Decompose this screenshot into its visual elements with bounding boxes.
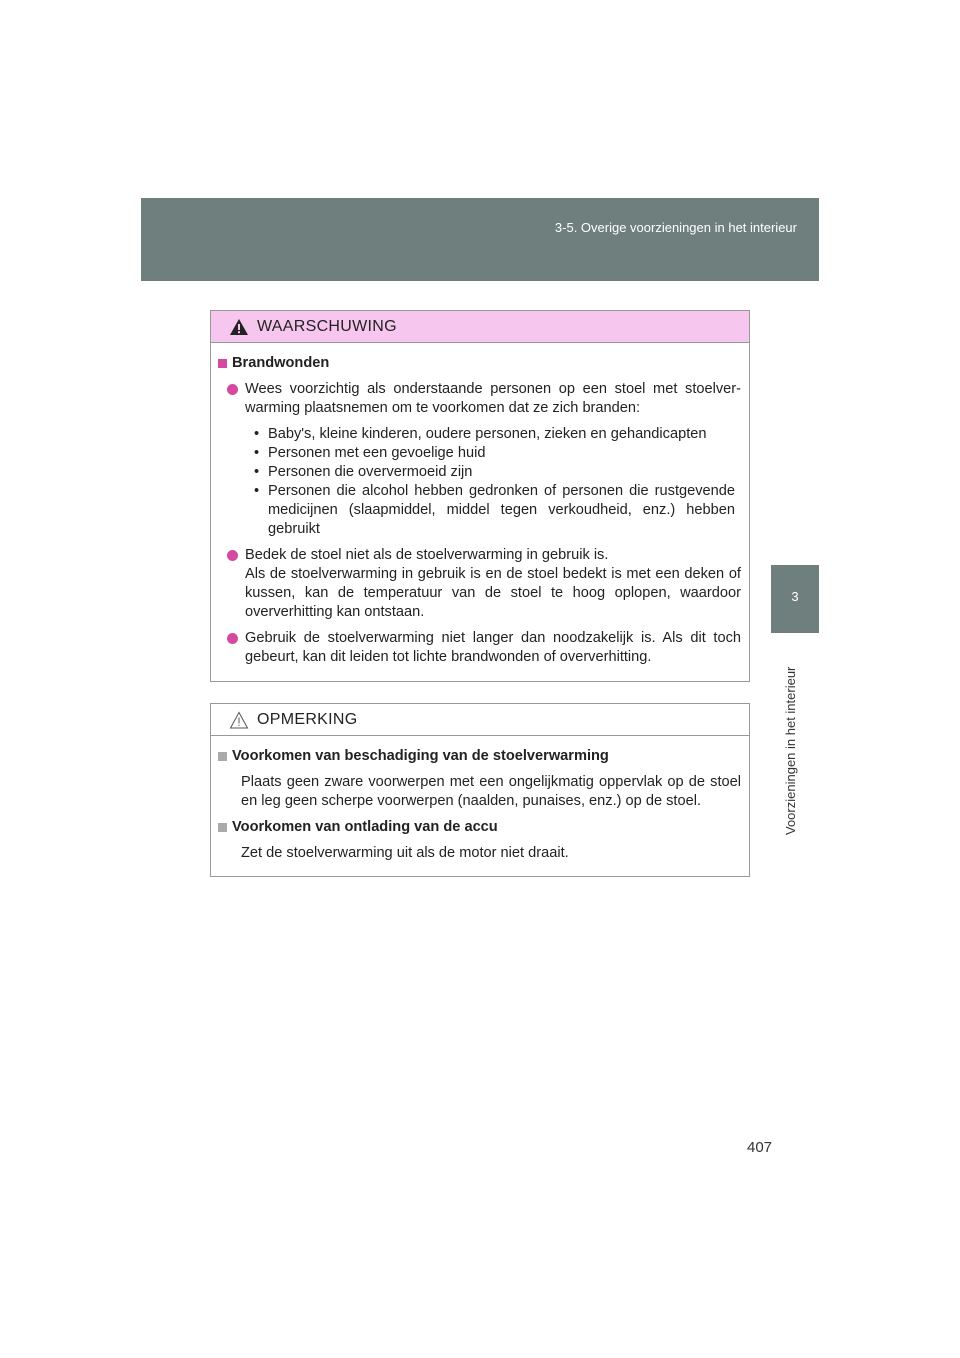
note-header — [211, 704, 749, 736]
section-title: 3-5. Overige voorzieningen in het interieur — [554, 220, 797, 235]
header-bar — [141, 198, 819, 281]
note-text-1: Plaats geen zware voorwerpen met een ongelijkmatig oppervlak op de stoel en leg geen scherpe voorwerpen (naalden, punaises, enz.) op de stoel. — [241, 774, 741, 809]
note-heading-1 — [218, 747, 741, 766]
warning-box — [210, 310, 750, 682]
warning-bullet-2-line1: Bedek de stoel niet als de stoelverwarming in gebruik is. — [245, 547, 609, 563]
note-heading-2 — [218, 818, 741, 837]
warning-bullet-2-line2: Als de stoelverwarming in gebruik is en de stoel bedekt is met een deken of kussen, kan de temperatuur van de stoel te hoog oplopen, waardoor oververhitting kan ontstaan. — [245, 566, 741, 620]
warning-bullet-3 — [227, 629, 741, 667]
circle-bullet-icon — [227, 550, 238, 561]
caution-triangle-icon — [229, 711, 249, 729]
note-box — [210, 703, 750, 877]
square-bullet-icon — [218, 823, 227, 832]
sub-list — [254, 425, 741, 539]
warning-bullet-2 — [227, 546, 741, 622]
sub-list-item: • Personen met een gevoelige huid — [254, 445, 486, 461]
sub-list-item: • Personen die oververmoeid zijn — [254, 464, 473, 480]
circle-bullet-icon — [227, 633, 238, 644]
circle-bullet-icon — [227, 384, 238, 395]
warning-heading-text: Brandwonden — [232, 355, 330, 371]
warning-triangle-icon — [229, 318, 249, 336]
square-bullet-icon — [218, 359, 227, 368]
warning-header — [211, 311, 749, 343]
warning-bullet-1 — [227, 380, 741, 418]
square-bullet-icon — [218, 752, 227, 761]
note-text-2: Zet de stoelverwarming uit als de motor niet draait. — [241, 845, 569, 861]
chapter-tab — [783, 640, 803, 840]
warning-body — [211, 343, 749, 667]
chapter-tab-number: 3 — [771, 565, 819, 633]
note-heading-1-text: Voorkomen van beschadiging van de stoelverwarming — [232, 748, 609, 764]
warning-heading — [218, 354, 741, 373]
note-title: OPMERKING — [257, 710, 358, 728]
sub-list-item: • Personen die alcohol hebben gedronken of personen die rustgevende medicijnen (slaapmiddel, middel tegen verkoudheid, enz.) hebben gebruikt — [254, 483, 735, 537]
sub-list-item: • Baby's, kleine kinderen, oudere personen, zieken en gehandicapten — [254, 426, 707, 442]
page-number: 407 — [747, 1139, 773, 1156]
chapter-tab-label: Voorzieningen in het interieur — [783, 666, 798, 835]
note-heading-2-text: Voorkomen van ontlading van de accu — [232, 819, 498, 835]
warning-bullet-1-text: Wees voorzichtig als onderstaande personen op een stoel met stoelver-warming plaatsnemen om te voorkomen dat ze zich branden: — [245, 381, 741, 416]
warning-bullet-3-text: Gebruik de stoelverwarming niet langer dan noodzakelijk is. Als dit toch gebeurt, kan dit leiden tot lichte brandwonden of oververhitting. — [245, 630, 741, 665]
note-body — [211, 736, 749, 863]
warning-title: WAARSCHUWING — [257, 317, 397, 335]
